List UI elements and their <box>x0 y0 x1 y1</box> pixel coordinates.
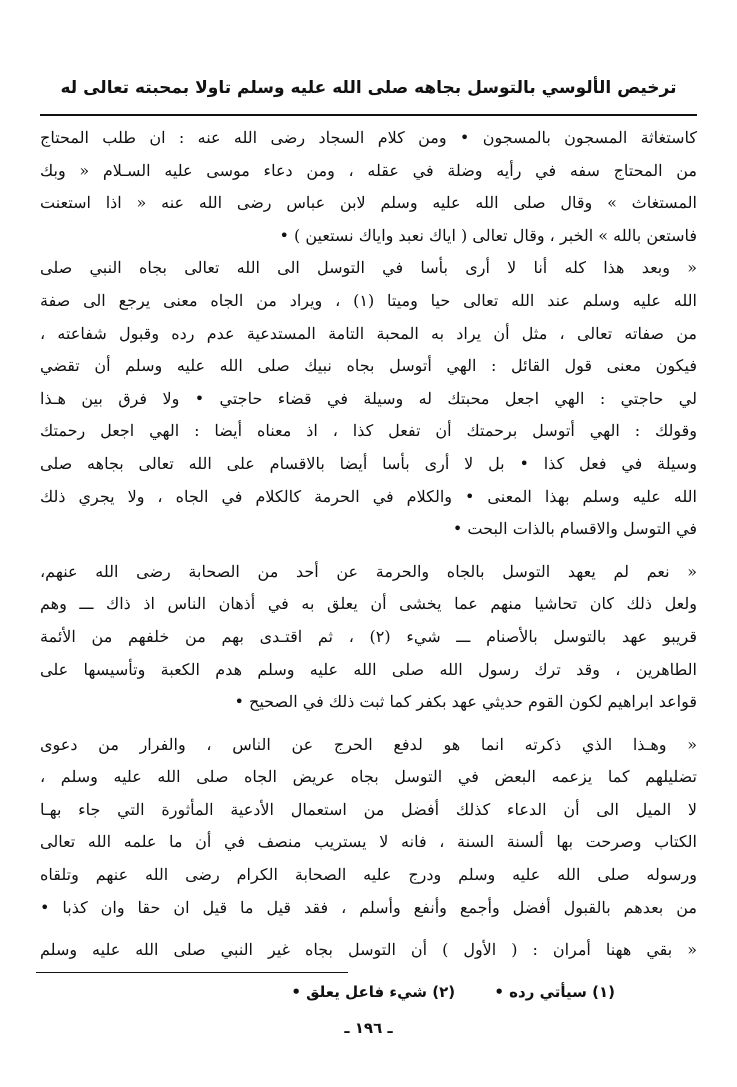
text-line: قواعد ابراهيم لكون القوم حديثي عهد بكفر كما ثبت ذلك في الصحيح • <box>234 692 697 712</box>
text-line: قريبو عهد بالتوسل بالأصنام ـــ شيء (٢) ، ثم اقتـدى بهم من خلفهم من الأئمة <box>40 626 697 646</box>
text-line: الله عليه وسلم بهذا المعنى • والكلام في الحرمة كالكلام في الجاه ، ولا يجري ذلك <box>40 486 697 506</box>
text-line: لا الميل الى أن الدعاء كذلك أفضل من استعمال الأدعية المأثورة التي جاء بهـا <box>40 799 697 819</box>
text-line: فاستعن بالله » الخبر ، وقال تعالى ( اياك نعبد واياك نستعين ) • <box>279 225 697 245</box>
running-header: ترخيص الألوسي بالتوسل بجاهه صلى الله عليه وسلم تاولا بمحبته تعالى له <box>60 78 677 98</box>
text-line: وقولك : الهي أتوسل برحمتك أن تفعل كذا ، اذ معناه أيضا : الهي اجعل رحمتك <box>40 421 697 441</box>
footnotes <box>291 983 615 1001</box>
text-line: تضليلهم كما يزعمه البعض في التوسل بجاه عريض الجاه صلى الله عليه وسلم ، <box>40 767 697 787</box>
text-line: فيكون معنى قول القائل : الهي أتوسل بجاه نبيك صلى الله عليه وسلم أن تقضي <box>40 356 697 376</box>
body-text <box>40 122 697 967</box>
text-line: وسيلة في فعل كذا • بل لا أرى بأسا أيضا بالاقسام على الله تعالى بجاهه صلى <box>40 453 697 473</box>
text-line: من المحتاج سفه في رأيه وضلة في عقله ، ومن دعاء موسى عليه السـلام « وبك <box>40 160 697 180</box>
text-line: لي حاجتي : الهي اجعل محبتك له وسيلة في قضاء حاجتي • ولا فرق بين هـذا <box>40 388 697 408</box>
text-line: في التوسل والاقسام بالذات البحت • <box>452 519 697 539</box>
text-line: المستغاث » وقال صلى الله عليه وسلم لابن عباس رضى الله عنه « اذا استعنت <box>40 193 697 213</box>
footnote-1: (١) سيأتي رده • <box>494 983 615 1001</box>
text-line: كاستغاثة المسجون بالمسجون • ومن كلام السجاد رضى الله عنه : ان طلب المحتاج <box>40 128 697 147</box>
text-line: « نعم لم يعهد التوسل بالجاه والحرمة عن أحد من الصحابة رضى الله عنهم، <box>40 561 697 581</box>
footnote-2: (٢) شيء فاعل يعلق • <box>291 983 456 1001</box>
text-line: من بعدهم بالقبول أفضل وأجمع وأنفع وأسلم ، فقد قيل ما قيل ان حقا وان كذبا • <box>40 897 697 917</box>
text-line: ولعل ذلك كان تحاشيا منهم عما يخشى أن يعلق به في أذهان الناس اذ ذاك ـــ وهم <box>40 594 697 614</box>
text-line: من صفاته تعالى ، مثل أن يراد به المحبة التامة المستدعية عدم رده وقبول شفاعته ، <box>40 323 697 343</box>
footnote-rule <box>36 972 348 973</box>
text-line: الله عليه وسلم عند الله تعالى حيا وميتا (١) ، ويراد من الجاه معنى يرجع الى صفة <box>40 290 697 310</box>
text-line: الكتاب وصرحت بها ألسنة السنة ، فانه لا يستريب منصف في أن ما علمه الله تعالى <box>40 832 697 852</box>
text-line: « وهـذا الذي ذكرته انما هو لدفع الحرج عن الناس ، والفرار من دعوى <box>40 734 697 754</box>
text-line: الطاهرين ، وقد ترك رسول الله صلى الله عليه وسلم هدم الكعبة وتأسيسها على <box>40 659 697 679</box>
text-line: « وبعد هذا كله أنا لا أرى بأسا في التوسل الى الله تعالى بجاه النبي صلى <box>40 258 697 278</box>
text-line: « بقي ههنا أمران : ( الأول ) أن التوسل بجاه غير النبي صلى الله عليه وسلم <box>40 940 697 960</box>
text-line: ورسوله صلى الله عليه وسلم ودرج عليه الصحابة الكرام رضى الله عنهم وتلقاه <box>40 865 697 885</box>
header-rule <box>40 114 697 116</box>
page-number: ـ ١٩٦ ـ <box>344 1019 393 1037</box>
